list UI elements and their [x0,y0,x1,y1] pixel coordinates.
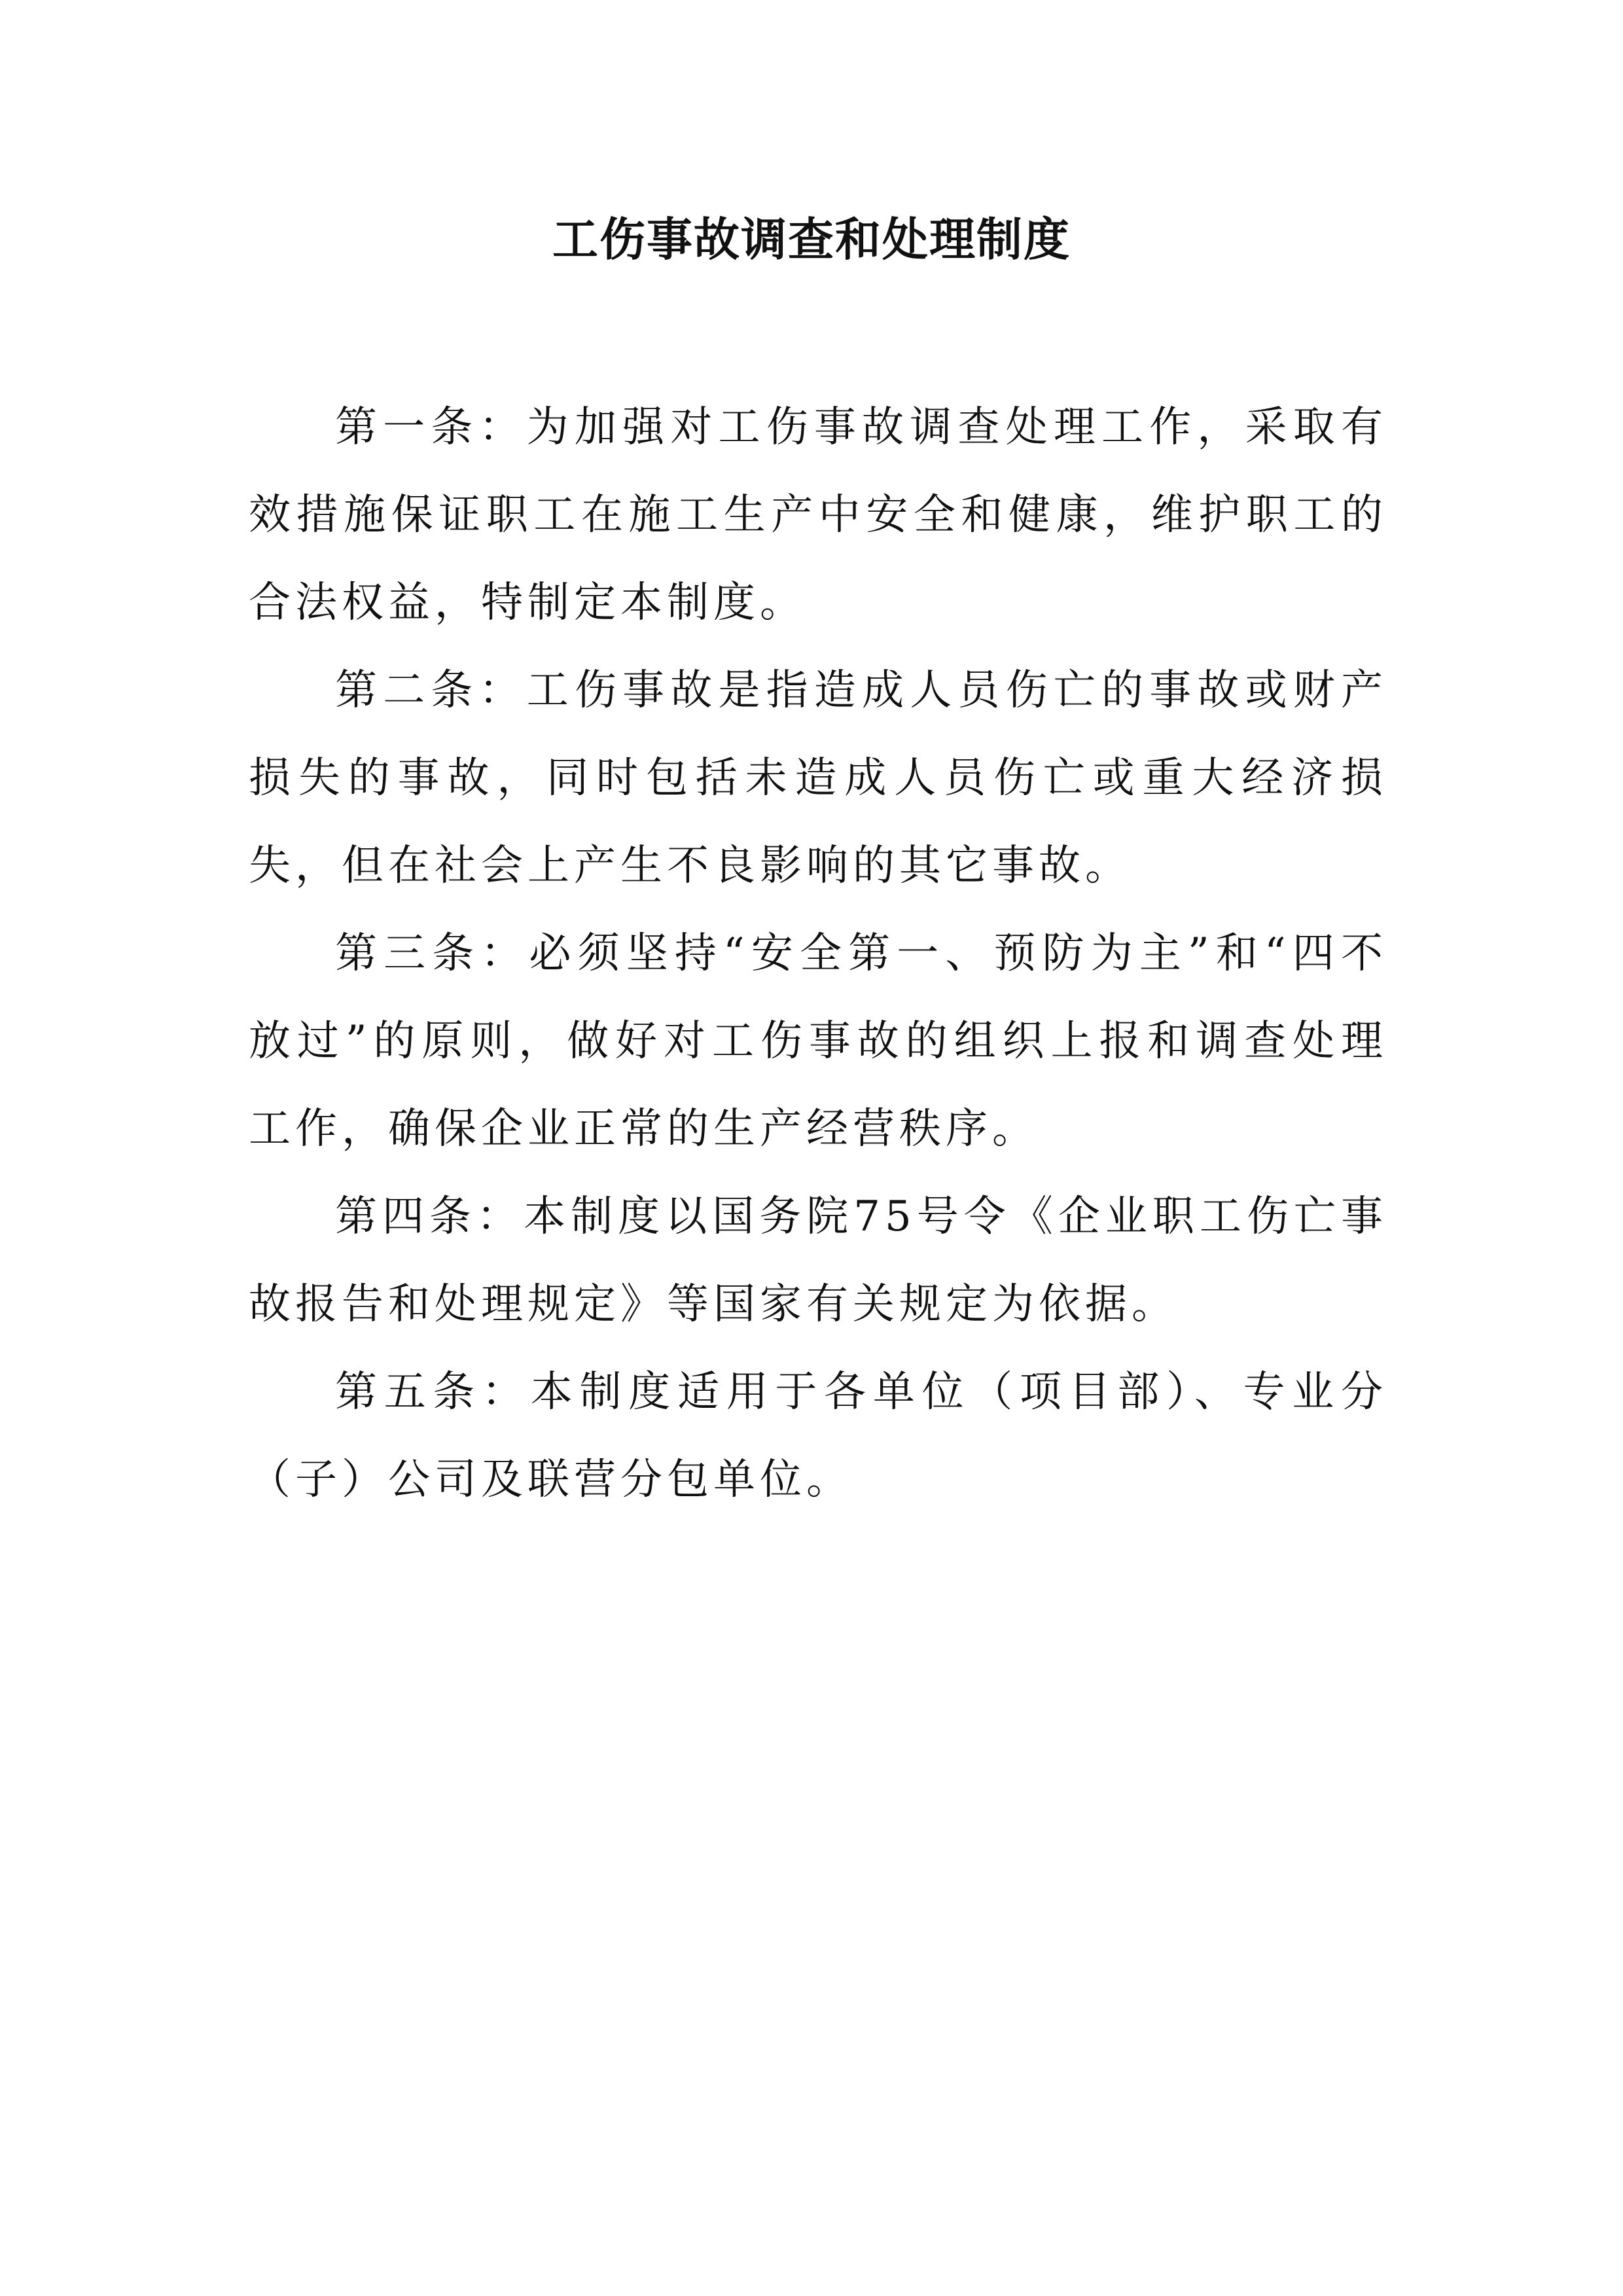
article-5: 第五条：本制度适用于各单位（项目部）、专业分（子）公司及联营分包单位。 [249,1368,1387,1504]
article-1: 第一条：为加强对工伤事故调查处理工作，采取有效措施保证职工在施工生产中安全和健康，维护职工的合法权益，特制定本制度。 [249,403,1387,627]
article-2: 第二条：工伤事故是指造成人员伤亡的事故或财产损失的事故，同时包括未造成人员伤亡或重大经济损失，但在社会上产生不良影响的其它事故。 [249,666,1387,890]
article-3: 第三条：必须坚持“安全第一、预防为主”和“四不放过”的原则，做好对工伤事故的组织上报和调查处理工作，确保企业正常的生产经营秩序。 [249,929,1387,1153]
article-4: 第四条：本制度以国务院75号令《企业职工伤亡事故报告和处理规定》等国家有关规定为依据。 [249,1193,1387,1329]
document-title: 工伤事故调查和处理制度 [552,212,1071,266]
document-body [249,384,1387,1524]
